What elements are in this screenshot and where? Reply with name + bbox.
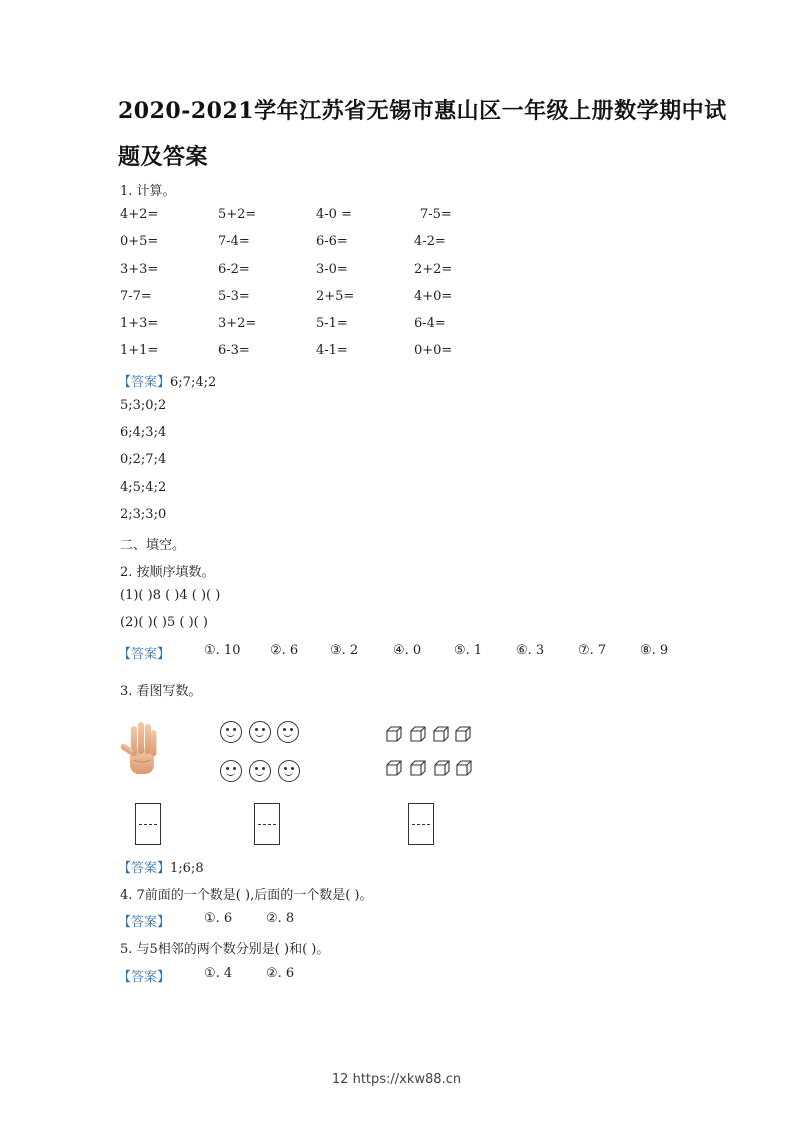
cube-icon [410,760,426,776]
equation: 1+3= [120,316,159,331]
smiley-icon [249,721,271,743]
page-title-line1: 2020-2021学年江苏省无锡市惠山区一年级上册数学期中试 [118,98,727,124]
equation: 2+2= [414,262,453,277]
smiley-icon [220,721,242,743]
equation: 4-2= [414,234,446,249]
answer-item: ⑦. 7 [578,643,607,658]
equation: 2+5= [316,289,355,304]
answer-box[interactable] [254,803,280,845]
answer-box[interactable] [408,803,434,845]
equation: 3-0= [316,262,348,277]
question-2-part2: (2)( )( )5 ( )( ) [120,615,208,630]
cube-icon [434,760,450,776]
equation: 7-5= [420,207,452,222]
answer-tag: 【答案】 [118,861,171,876]
answer-text: 6;7;4;2 [170,375,217,390]
answer-tag: 【答案】 [118,647,171,662]
equation: 4-0 = [316,207,352,222]
smiley-icon [249,760,271,782]
answer-block-q3 [118,857,204,876]
cube-icon [410,726,426,742]
equation: 4+2= [120,207,159,222]
answer-item: ②. 6 [270,643,299,658]
question-4-text: 4. 7前面的一个数是( ),后面的一个数是( )。 [120,888,373,903]
answer-block-q4 [118,911,418,929]
answer-block-q2 [118,643,688,661]
answer-item: ①. 6 [204,911,233,926]
page-footer: 12 https://xkw88.cn [331,1072,462,1087]
cube-icon [386,760,402,776]
equation: 6-6= [316,234,348,249]
answer-item: ②. 6 [266,966,295,981]
question-1-label: 1. 计算。 [120,184,176,199]
equation: 5+2= [218,207,257,222]
equation: 5-3= [218,289,250,304]
smiley-icon [277,721,299,743]
equation: 3+2= [218,316,257,331]
equation: 0+5= [120,234,159,249]
equation: 7-4= [218,234,250,249]
answer-item: ④. 0 [393,643,422,658]
cube-icon [386,726,402,742]
answer-line: 5;3;0;2 [120,398,167,413]
question-2-label: 2. 按顺序填数。 [120,565,215,580]
answer-line: 6;4;3;4 [120,425,167,440]
question-3-label: 3. 看图写数。 [120,684,202,699]
answer-item: ⑥. 3 [516,643,545,658]
answer-item: ⑧. 9 [640,643,669,658]
equation: 4+0= [414,289,453,304]
section-heading: 二、填空。 [120,538,186,553]
answer-tag: 【答案】 [118,915,171,930]
answer-text: 1;6;8 [170,861,204,876]
equation: 6-2= [218,262,250,277]
answer-item: ②. 8 [266,911,295,926]
question-5-text: 5. 与5相邻的两个数分别是( )和( )。 [120,942,330,957]
equation: 1+1= [120,343,159,358]
answer-item: ①. 10 [204,643,241,658]
answer-box[interactable] [135,803,161,845]
equation: 7-7= [120,289,152,304]
answer-line: 2;3;3;0 [120,507,167,522]
equation: 0+0= [414,343,453,358]
equation: 4-1= [316,343,348,358]
answer-item: ⑤. 1 [454,643,483,658]
equation: 5-1= [316,316,348,331]
answer-line: 4;5;4;2 [120,480,167,495]
cube-icon [455,726,471,742]
answer-tag: 【答案】 [118,375,171,390]
answer-block-q1 [118,371,216,390]
answer-item: ①. 4 [204,966,233,981]
cube-icon [433,726,449,742]
answer-block-q5 [118,966,418,984]
question-2-part1: (1)( )8 ( )4 ( )( ) [120,588,221,603]
page-title-line2: 题及答案 [118,144,209,170]
answer-line: 0;2;7;4 [120,452,167,467]
answer-tag: 【答案】 [118,970,171,985]
equation: 3+3= [120,262,159,277]
cube-icon [456,760,472,776]
smiley-icon [278,760,300,782]
hand-icon [120,720,164,776]
equation: 6-4= [414,316,446,331]
equation: 6-3= [218,343,250,358]
answer-item: ③. 2 [330,643,359,658]
smiley-icon [220,760,242,782]
